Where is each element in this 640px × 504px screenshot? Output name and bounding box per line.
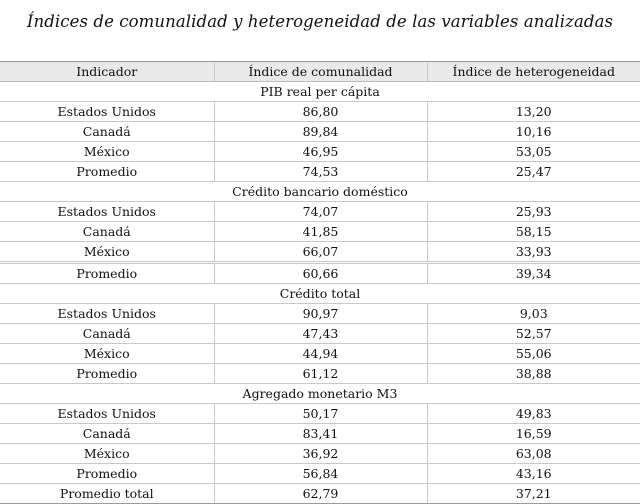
comunalidad-value: 89,84 [214, 122, 427, 142]
table-row [0, 344, 640, 364]
section-title: Crédito bancario doméstico [0, 182, 640, 202]
heterogeneidad-value: 49,83 [427, 404, 640, 424]
row-label: Canadá [0, 122, 214, 142]
comunalidad-value: 86,80 [214, 102, 427, 122]
table-row [0, 222, 640, 242]
comunalidad-value: 74,07 [214, 202, 427, 222]
table-row [0, 464, 640, 484]
heterogeneidad-value: 37,21 [427, 484, 640, 504]
table-row [0, 122, 640, 142]
section-title: Crédito total [0, 284, 640, 304]
comunalidad-value: 90,97 [214, 304, 427, 324]
header-comunalidad: Índice de comunalidad [214, 62, 427, 82]
heterogeneidad-value: 63,08 [427, 444, 640, 464]
heterogeneidad-value: 25,93 [427, 202, 640, 222]
heterogeneidad-value: 55,06 [427, 344, 640, 364]
table-row [0, 263, 640, 284]
row-label: Promedio total [0, 484, 214, 504]
table-row [0, 444, 640, 464]
section-row [0, 182, 640, 202]
total-row [0, 484, 640, 504]
heterogeneidad-value: 38,88 [427, 364, 640, 384]
heterogeneidad-value: 53,05 [427, 142, 640, 162]
section-row [0, 284, 640, 304]
heterogeneidad-value: 58,15 [427, 222, 640, 242]
comunalidad-value: 61,12 [214, 364, 427, 384]
row-label: Promedio [0, 364, 214, 384]
indices-table [0, 61, 640, 504]
heterogeneidad-value: 13,20 [427, 102, 640, 122]
table-row [0, 202, 640, 222]
table-row [0, 162, 640, 182]
section-title: PIB real per cápita [0, 82, 640, 102]
row-label: México [0, 242, 214, 263]
row-label: Estados Unidos [0, 404, 214, 424]
header-indicador: Indicador [0, 62, 214, 82]
heterogeneidad-value: 39,34 [427, 263, 640, 284]
comunalidad-value: 66,07 [214, 242, 427, 263]
row-label: México [0, 142, 214, 162]
table-row [0, 102, 640, 122]
heterogeneidad-value: 52,57 [427, 324, 640, 344]
comunalidad-value: 36,92 [214, 444, 427, 464]
comunalidad-value: 74,53 [214, 162, 427, 182]
comunalidad-value: 47,43 [214, 324, 427, 344]
heterogeneidad-value: 33,93 [427, 242, 640, 263]
comunalidad-value: 41,85 [214, 222, 427, 242]
heterogeneidad-value: 25,47 [427, 162, 640, 182]
table-row [0, 404, 640, 424]
section-row [0, 384, 640, 404]
row-label: Promedio [0, 464, 214, 484]
header-heterogeneidad: Índice de heterogeneidad [427, 62, 640, 82]
row-label: Promedio [0, 263, 214, 284]
table-row [0, 324, 640, 344]
heterogeneidad-value: 9,03 [427, 304, 640, 324]
comunalidad-value: 44,94 [214, 344, 427, 364]
section-row [0, 82, 640, 102]
table-row [0, 142, 640, 162]
table-row [0, 364, 640, 384]
table-row [0, 424, 640, 444]
heterogeneidad-value: 10,16 [427, 122, 640, 142]
row-label: Estados Unidos [0, 304, 214, 324]
table-row [0, 242, 640, 263]
row-label: Canadá [0, 222, 214, 242]
comunalidad-value: 60,66 [214, 263, 427, 284]
row-label: México [0, 444, 214, 464]
section-title: Agregado monetario M3 [0, 384, 640, 404]
comunalidad-value: 62,79 [214, 484, 427, 504]
table-title: Índices de comunalidad y heterogeneidad de las variables analizadas [26, 12, 614, 31]
heterogeneidad-value: 43,16 [427, 464, 640, 484]
comunalidad-value: 46,95 [214, 142, 427, 162]
comunalidad-value: 83,41 [214, 424, 427, 444]
row-label: Estados Unidos [0, 202, 214, 222]
table-row [0, 304, 640, 324]
row-label: Estados Unidos [0, 102, 214, 122]
row-label: Canadá [0, 424, 214, 444]
row-label: México [0, 344, 214, 364]
header-row [0, 62, 640, 82]
comunalidad-value: 56,84 [214, 464, 427, 484]
row-label: Canadá [0, 324, 214, 344]
comunalidad-value: 50,17 [214, 404, 427, 424]
heterogeneidad-value: 16,59 [427, 424, 640, 444]
row-label: Promedio [0, 162, 214, 182]
